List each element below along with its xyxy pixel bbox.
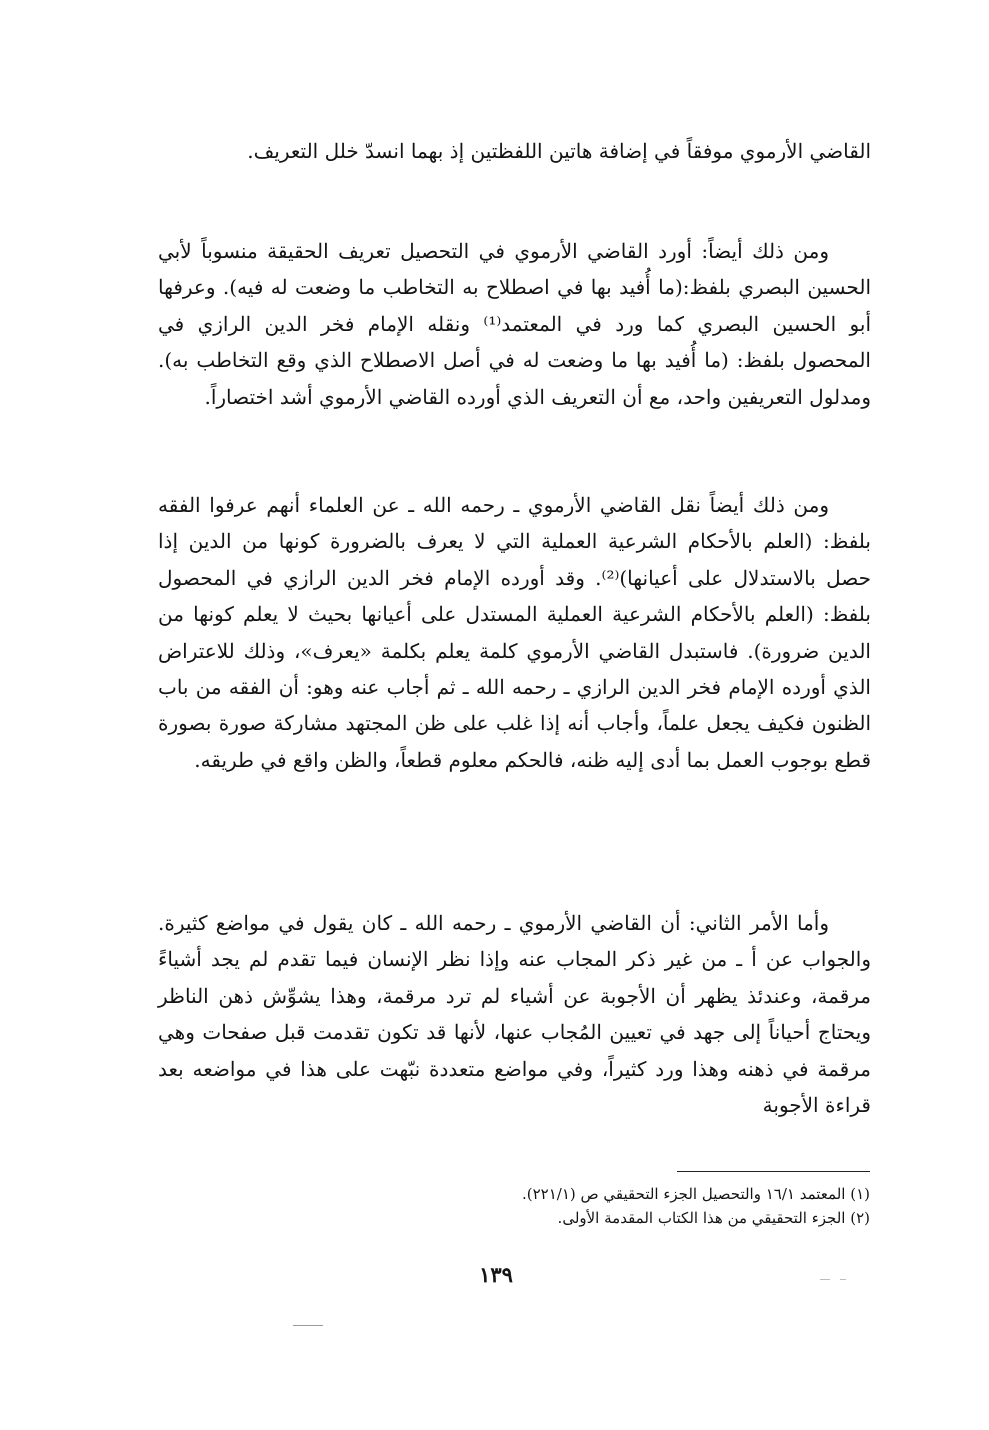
paragraph-4: وأما الأمر الثاني: أن القاضي الأرموي ـ رحمه الله ـ كان يقول في مواضع كثيرة. والجواب عن أ ـ من غير ذكر المجاب عنه وإذا نظر الإنسان فيما تقدم لم يجد أشياءً مرقمة، وعندئذ يظهر أن الأجوبة عن أشياء لم ترد مرقمة، وهذا يشوِّش ذهن الناظر ويحتاج أحياناً إلى جهد في تعيين المُجاب عنها، لأنها قد تكون تقدمت قبل صفحات وهي مرقمة في ذهنه وهذا ورد كثيراً، وفي مواضع متعددة نبّهت على هذا في مواضعه بعد قراءة الأجوبة: [158, 911, 872, 1118]
paragraph-1: القاضي الأرموي موفقاً في إضافة هاتين اللفظتين إذ بهما انسدّ خلل التعريف.: [247, 139, 871, 163]
footnote-2: (٢) الجزء التحقيقي من هذا الكتاب المقدمة الأولى.: [557, 1209, 870, 1227]
footnotes: [340, 1182, 870, 1230]
footnote-1: (١) المعتمد ١٦/١ والتحصيل الجزء التحقيقي ص (٢٢١/١).: [522, 1185, 870, 1203]
paragraph-2: ومن ذلك أيضاً: أورد القاضي الأرموي في التحصيل تعريف الحقيقة منسوباً لأبي الحسين البصري بلفظ:(ما أُفيد بها في اصطلاح به التخاطب ما وضعت له فيه). وعرفها أبو الحسين البصري كما ورد في المعتمد⁽¹⁾ ونقله الإمام فخر الدين الرازي في المحصول بلفظ: (ما أُفيد بها ما وضعت له في أصل الاصطلاح الذي وقع التخاطب به). ومدلول التعريفين واحد، مع أن التعريف الذي أورده القاضي الأرموي أشد اختصاراً.: [158, 239, 872, 409]
page-number: ١٣٩: [479, 1262, 513, 1287]
scan-artifact-line: [293, 1325, 323, 1326]
paragraph-3: ومن ذلك أيضاً نقل القاضي الأرموي ـ رحمه الله ـ عن العلماء أنهم عرفوا الفقه بلفظ: (العلم بالأحكام الشرعية العملية التي لا يعرف بالضرورة كونها من الدين إذا حصل بالاستدلال على أعيانها)⁽²⁾. وقد أورده الإمام فخر الدين الرازي في المحصول بلفظ: (العلم بالأحكام الشرعية العملية المستدل على أعيانها بحيث لا يعلم كونها من الدين ضرورة). فاستبدل القاضي الأرموي كلمة يعلم بكلمة «يعرف»، وذلك للاعتراض الذي أورده الإمام فخر الدين الرازي ـ رحمه الله ـ ثم أجاب عنه وهو: أن الفقه من باب الظنون فكيف يجعل علماً، وأجاب أنه إذا غلب على ظن المجتهد مشاركة صورة بصورة قطع بوجوب العمل بما أدى إليه ظنه، فالحكم معلوم قطعاً، والظن واقع في طريقه.: [158, 493, 871, 772]
scan-artifact-dash: [820, 1279, 830, 1280]
footnote-separator: [677, 1171, 870, 1172]
scan-artifact-dash: [840, 1279, 846, 1280]
